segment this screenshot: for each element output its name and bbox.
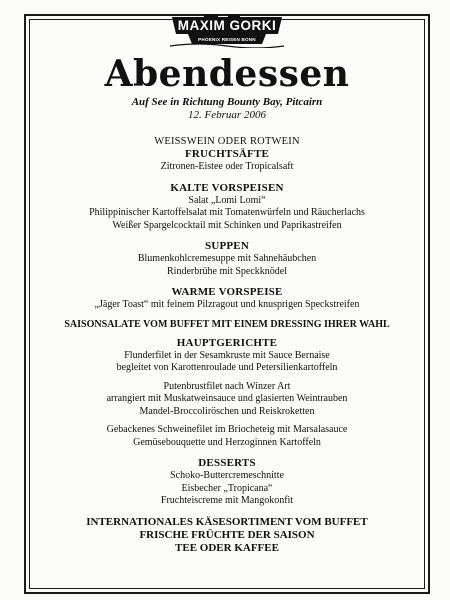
- menu-item: Mandel-Broccoliröschen und Reiskroketten: [139, 405, 315, 417]
- menu-item: Eisbecher „Tropicana“: [181, 482, 273, 494]
- menu-item: Philippinischer Kartoffelsalat mit Tomatenwürfeln und Räucherlachs: [89, 207, 365, 218]
- menu-item: Zitronen-Eistee oder Tropicalsaft: [160, 161, 294, 172]
- heading-fruchtsaefte: FRUCHTSÄFTE: [184, 148, 270, 160]
- heading-kalte-vorspeisen: KALTE VORSPEISEN: [170, 181, 284, 194]
- menu-item: Schoko-Buttercremeschnitte: [170, 470, 284, 481]
- footer-line: TEE ODER KAFFEE: [175, 541, 279, 554]
- heading-warme-vorspeise: WARME VORSPEISE: [171, 286, 283, 298]
- menu-item: „Jäger Toast“ mit feinem Pilzragout und knusprigen Speckstreifen: [94, 299, 360, 310]
- menu-item: Blumenkohlcremesuppe mit Sahnehäubchen: [137, 253, 317, 264]
- heading-hauptgerichte: HAUPTGERICHTE: [176, 336, 278, 349]
- menu-list: [34, 136, 420, 555]
- wine-line: WEISSWEIN ODER ROTWEIN: [154, 136, 300, 147]
- menu-item: Fruchteiscreme mit Mangokonfit: [160, 495, 294, 506]
- footer-line: INTERNATIONALES KÄSESORTIMENT VOM BUFFET: [86, 515, 368, 528]
- menu-item: Gemüsebouquette und Herzoginnen Kartoffeln: [133, 436, 321, 448]
- page-title: Abendessen: [104, 53, 350, 95]
- menu-item: Salat „Lomi Lomi“: [188, 194, 266, 206]
- logo-name: MAXIM GORKI: [177, 18, 277, 33]
- menu-item: Rinderbrühe mit Speckknödel: [167, 265, 287, 277]
- menu-item: Flunderfilet in der Sesamkruste mit Sauce Bernaise: [124, 349, 330, 361]
- location-line: Auf See in Richtung Bounty Bay, Pitcairn: [131, 96, 323, 108]
- ship-logo: [168, 14, 286, 48]
- date-line: 12. Februar 2006: [188, 109, 266, 121]
- heading-suppen: SUPPEN: [205, 240, 249, 252]
- logo-tagline: PHOENIX REISEN BONN: [198, 37, 256, 42]
- menu-item: Weißer Spargelcocktail mit Schinken und Paprikastreifen: [112, 219, 342, 231]
- menu-item: Gebackenes Schweinefilet im Briocheteig mit Marsalasauce: [106, 424, 348, 435]
- saisonsalate-line: SAISONSALATE VOM BUFFET MIT EINEM DRESSING IHRER WAHL: [64, 318, 390, 330]
- menu-item: begleitet von Karottenroulade und Petersilienkartoffeln: [116, 362, 338, 373]
- menu-content: [34, 14, 420, 555]
- heading-desserts: DESSERTS: [198, 457, 256, 469]
- menu-item: Putenbrustfilet nach Winzer Art: [163, 380, 291, 392]
- menu-item: arrangiert mit Muskatweinsauce und glasierten Weintrauben: [106, 393, 348, 404]
- footer-line: FRISCHE FRÜCHTE DER SAISON: [139, 528, 315, 541]
